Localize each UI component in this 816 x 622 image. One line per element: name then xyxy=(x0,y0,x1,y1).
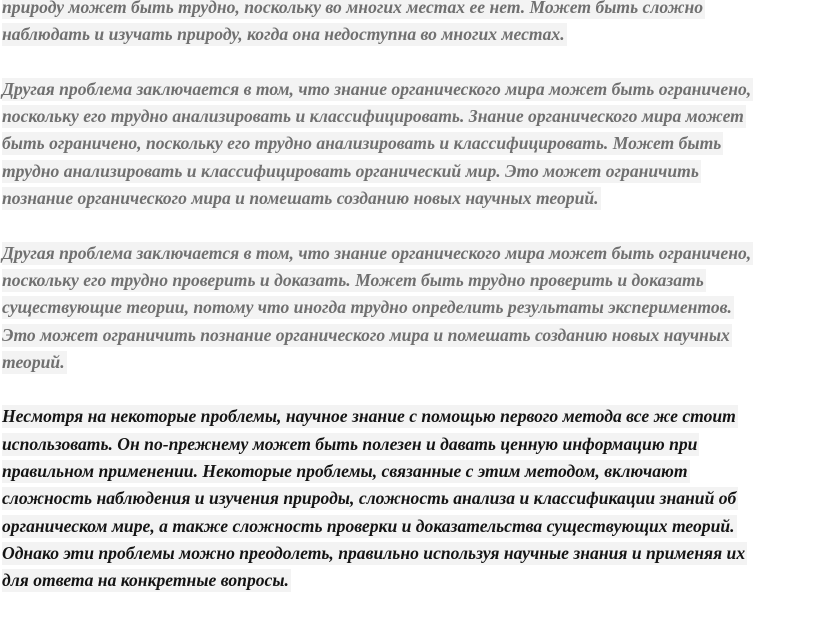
text-line: существующие теории, потому что иногда трудно определить результаты экспериментов. xyxy=(2,297,732,318)
text-line: наблюдать и изучать природу, когда она недоступна во многих местах. xyxy=(2,24,565,45)
text-line: для ответа на конкретные вопросы. xyxy=(2,570,289,591)
text-line: органическом мире, а также сложность проверки и доказательства существующих теорий. xyxy=(2,515,735,536)
text-line: поскольку его трудно проверить и доказать. Может быть трудно проверить и доказать xyxy=(2,269,704,290)
text-line: Несмотря на некоторые проблемы, научное знание с помощью первого метода все же стоит xyxy=(2,406,736,427)
paragraph-4 xyxy=(0,403,816,594)
text-line: использовать. Он по-прежнему может быть полезен и давать ценную информацию при xyxy=(2,433,698,454)
text-line: правильном применении. Некоторые проблемы, связанные с этим методом, включают xyxy=(2,461,688,482)
text-line: Однако эти проблемы можно преодолеть, правильно используя научные знания и применяя их xyxy=(2,542,746,563)
text-line: быть ограничено, поскольку его трудно анализировать и классифицировать. Может быть xyxy=(2,133,722,154)
text-line: теорий. xyxy=(2,351,65,372)
paragraph-1 xyxy=(0,0,816,49)
text-line: Другая проблема заключается в том, что знание органического мира может быть ограничено, xyxy=(2,78,752,99)
text-line: Другая проблема заключается в том, что знание органического мира может быть ограничено, xyxy=(2,242,752,263)
text-line: Это может ограничить познание органического мира и помешать созданию новых научных xyxy=(2,324,730,345)
text-line: поскольку его трудно анализировать и классифицировать. Знание органического мира может xyxy=(2,106,744,127)
text-line: познание органического мира и помешать созданию новых научных теорий. xyxy=(2,188,599,209)
paragraph-3 xyxy=(0,240,816,376)
paragraph-2 xyxy=(0,76,816,212)
text-line: трудно анализировать и классифицировать органический мир. Это может ограничить xyxy=(2,160,699,181)
text-line: природу может быть трудно, поскольку во многих местах ее нет. Может быть сложно xyxy=(0,0,816,21)
text-line: сложность наблюдения и изучения природы, сложность анализа и классификации знаний об xyxy=(2,488,737,509)
